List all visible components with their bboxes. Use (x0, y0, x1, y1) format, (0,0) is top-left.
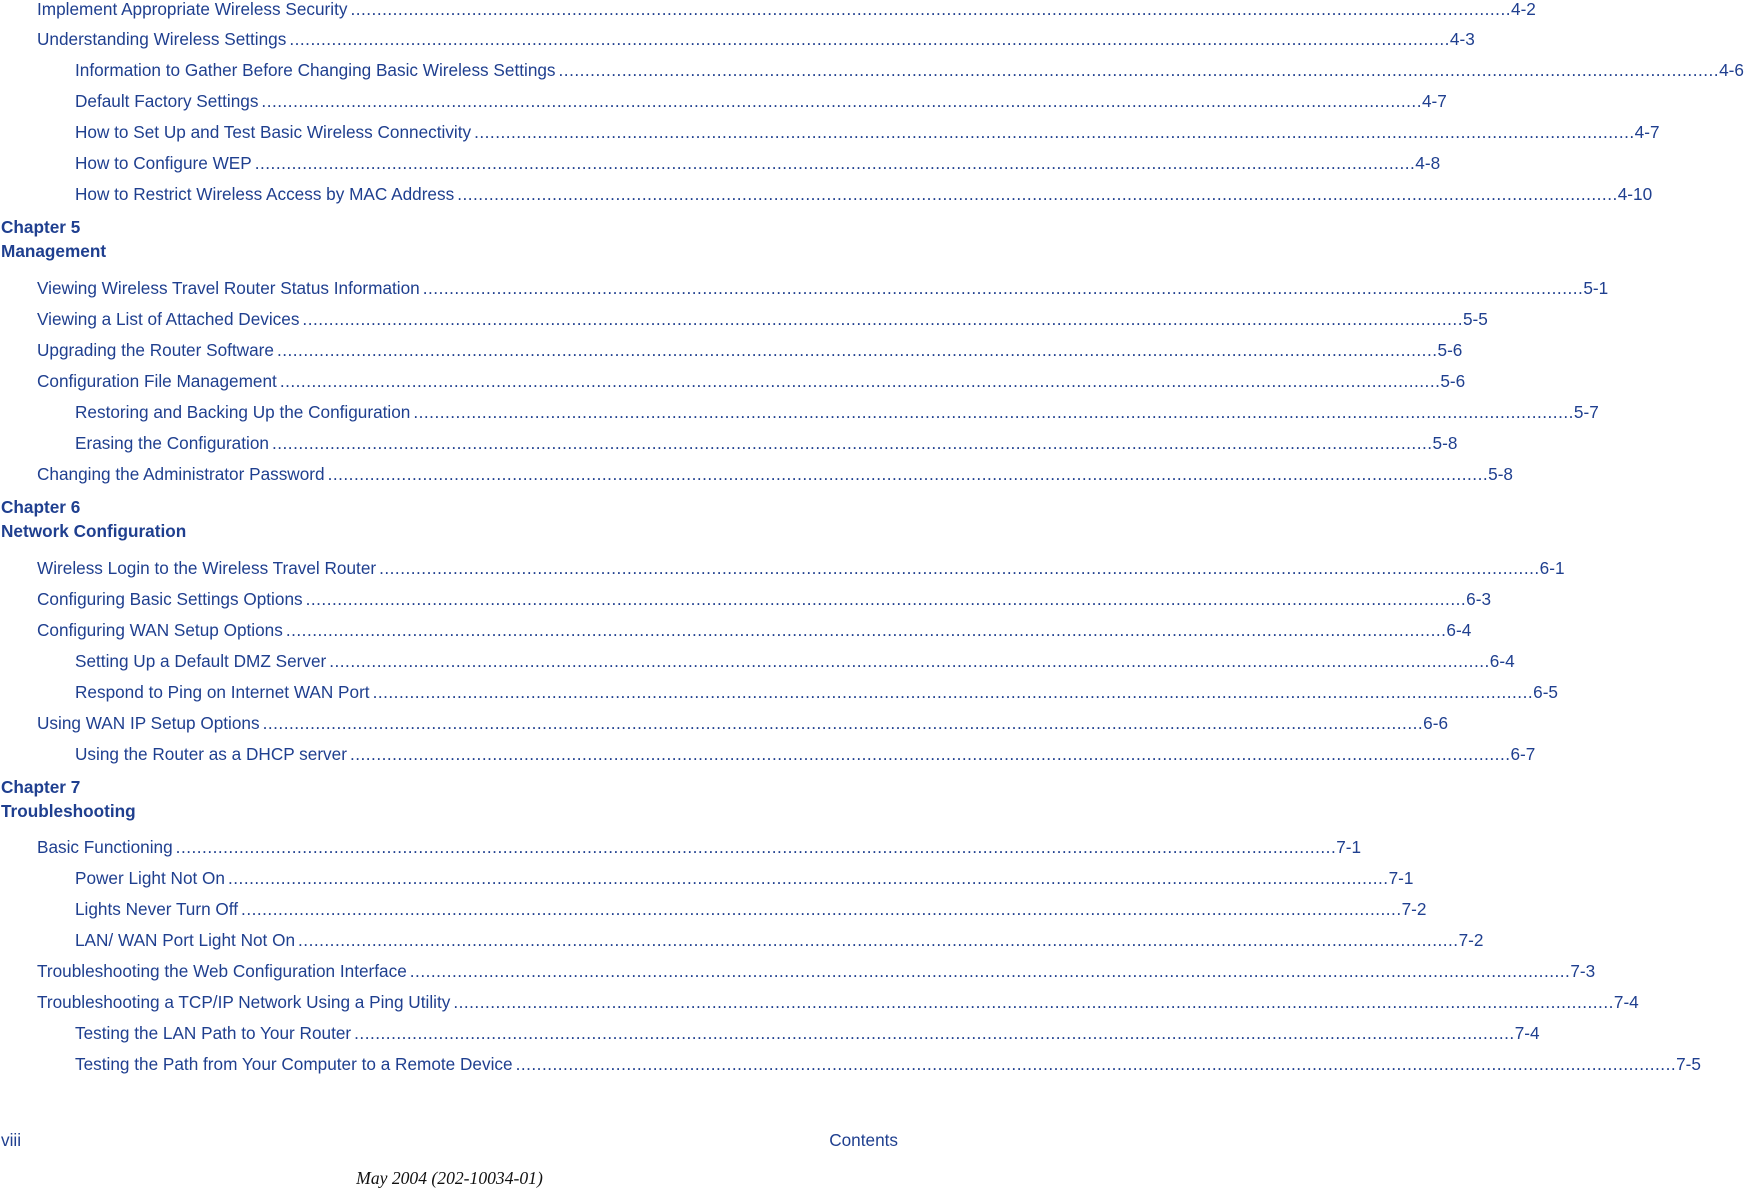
chapter-heading (1, 215, 106, 263)
chapter-name: Network Configuration (1, 521, 187, 541)
toc-entry-page: 6-4 (1489, 651, 1515, 671)
toc-entry-title: Upgrading the Router Software (37, 340, 274, 360)
footer-page-number: viii (1, 1130, 22, 1150)
leader-dots: ............................................................................................................................................................................................................................ (302, 309, 1463, 329)
toc-entry-page: 5-8 (1488, 464, 1513, 484)
toc-entry-title: Restoring and Backing Up the Configuration (75, 402, 411, 422)
toc-entry[interactable] (75, 743, 1536, 765)
toc-entry-title: Configuring Basic Settings Options (37, 589, 303, 609)
toc-entry-title: Troubleshooting a TCP/IP Network Using a Ping Utility (37, 992, 451, 1012)
chapter-name: Management (1, 241, 107, 261)
toc-entry-title: Testing the LAN Path to Your Router (75, 1023, 352, 1043)
chapter-label: Chapter 5 (1, 217, 81, 237)
leader-dots: ............................................................................................................................................................................................................................ (457, 184, 1618, 204)
toc-entry-page: 5-6 (1440, 371, 1466, 391)
toc-entry-page: 6-6 (1423, 713, 1448, 733)
leader-dots: ............................................................................................................................................................................................................................ (262, 713, 1424, 733)
leader-dots: ............................................................................................................................................................................................................................ (453, 992, 1614, 1012)
toc-entry-title: Erasing the Configuration (75, 433, 269, 453)
toc-entry-title: Viewing a List of Attached Devices (37, 309, 300, 329)
toc-entry-page: 7-4 (1613, 992, 1639, 1012)
toc-entry[interactable] (37, 557, 1565, 579)
toc-entry-title: Testing the Path from Your Computer to a Remote Device (75, 1054, 513, 1074)
leader-dots: ............................................................................................................................................................................................................................ (349, 744, 1511, 764)
leader-dots: ............................................................................................................................................................................................................................ (422, 278, 1584, 298)
toc-entry-title: Troubleshooting the Web Configuration Interface (37, 961, 407, 981)
footer-section-title: Contents (829, 1130, 898, 1150)
toc-entry-page: 5-5 (1462, 309, 1488, 329)
chapter-name: Troubleshooting (1, 801, 136, 821)
toc-entry-title: How to Restrict Wireless Access by MAC Address (75, 184, 455, 204)
leader-dots: ............................................................................................................................................................................................................................ (254, 153, 1416, 173)
toc-entry[interactable] (37, 619, 1472, 641)
toc-entry[interactable] (37, 712, 1448, 734)
toc-entry-title: Wireless Login to the Wireless Travel Router (37, 558, 377, 578)
toc-entry-title: LAN/ WAN Port Light Not On (75, 930, 296, 950)
toc-entry-page: 7-3 (1570, 961, 1596, 981)
leader-dots: ............................................................................................................................................................................................................................ (372, 682, 1534, 702)
toc-entry-title: Implement Appropriate Wireless Security (37, 0, 348, 19)
leader-dots: ............................................................................................................................................................................................................................ (298, 930, 1459, 950)
leader-dots: ............................................................................................................................................................................................................................ (350, 0, 1512, 19)
toc-entry-page: 4-7 (1634, 122, 1660, 142)
toc-entry-title: Setting Up a Default DMZ Server (75, 651, 327, 671)
toc-entry-page: 7-2 (1401, 899, 1427, 919)
toc-entry-title: Power Light Not On (75, 868, 225, 888)
leader-dots: ............................................................................................................................................................................................................................ (474, 122, 1635, 142)
toc-entry[interactable] (37, 308, 1488, 330)
toc-entry[interactable] (37, 836, 1362, 858)
toc-entry[interactable] (37, 960, 1596, 982)
toc-entry-title: Default Factory Settings (75, 91, 259, 111)
toc-entry-page: 6-5 (1533, 682, 1558, 702)
toc-entry-page: 7-2 (1458, 930, 1484, 950)
toc-entry-title: Information to Gather Before Changing Basic Wireless Settings (75, 60, 556, 80)
toc-entry-title: Changing the Administrator Password (37, 464, 325, 484)
toc-entry[interactable] (75, 432, 1458, 454)
leader-dots: ............................................................................................................................................................................................................................ (276, 340, 1438, 360)
footer-date: May 2004 (202-10034-01) (356, 1168, 543, 1188)
toc-entry-title: Using WAN IP Setup Options (37, 713, 260, 733)
toc-entry[interactable] (75, 1053, 1701, 1075)
toc-entry-title: Lights Never Turn Off (75, 899, 239, 919)
toc-entry[interactable] (37, 463, 1513, 485)
chapter-heading (1, 495, 186, 543)
toc-entry-page: 4-8 (1415, 153, 1441, 173)
leader-dots: ............................................................................................................................................................................................................................ (305, 589, 1467, 609)
toc-entry-page: 5-7 (1573, 402, 1599, 422)
leader-dots: ............................................................................................................................................................................................................................ (379, 558, 1540, 578)
toc-entry[interactable] (75, 90, 1447, 112)
toc-entry-title: Basic Functioning (37, 837, 173, 857)
toc-entry[interactable] (37, 0, 1536, 20)
toc-entry[interactable] (37, 277, 1609, 299)
toc-entry-page: 6-3 (1466, 589, 1491, 609)
leader-dots: ............................................................................................................................................................................................................................ (354, 1023, 1515, 1043)
toc-entry[interactable] (75, 183, 1653, 205)
leader-dots: ............................................................................................................................................................................................................................ (327, 464, 1489, 484)
toc-entry-page: 6-4 (1446, 620, 1472, 640)
toc-entry-page: 6-7 (1510, 744, 1536, 764)
toc-entry-page: 4-2 (1511, 0, 1536, 19)
toc-entry[interactable] (75, 898, 1427, 920)
toc-entry[interactable] (37, 339, 1463, 361)
toc-entry-title: Understanding Wireless Settings (37, 29, 287, 49)
leader-dots: ............................................................................................................................................................................................................................ (175, 837, 1337, 857)
leader-dots: ............................................................................................................................................................................................................................ (413, 402, 1574, 422)
toc-entry-page: 4-10 (1617, 184, 1653, 204)
toc-entry-page: 7-1 (1336, 837, 1362, 857)
chapter-heading (1, 775, 136, 823)
toc-entry-title: Configuration File Management (37, 371, 277, 391)
toc-entry[interactable] (37, 370, 1466, 392)
toc-entry[interactable] (37, 991, 1639, 1013)
leader-dots: ............................................................................................................................................................................................................................ (329, 651, 1490, 671)
toc-entry-page: 4-6 (1719, 60, 1744, 80)
toc-entry-page: 5-1 (1583, 278, 1609, 298)
leader-dots: ............................................................................................................................................................................................................................ (271, 433, 1433, 453)
toc-entry-title: How to Set Up and Test Basic Wireless Connectivity (75, 122, 472, 142)
toc-entry-page: 7-1 (1388, 868, 1414, 888)
toc-entry[interactable] (75, 121, 1660, 143)
toc-entry-page: 5-8 (1432, 433, 1458, 453)
leader-dots: ............................................................................................................................................................................................................................ (409, 961, 1571, 981)
toc-entry-title: Viewing Wireless Travel Router Status Information (37, 278, 420, 298)
leader-dots: ............................................................................................................................................................................................................................ (279, 371, 1441, 391)
toc-entry[interactable] (75, 929, 1484, 951)
leader-dots: ............................................................................................................................................................................................................................ (289, 29, 1450, 49)
toc-entry[interactable] (75, 650, 1515, 672)
leader-dots: ............................................................................................................................................................................................................................ (285, 620, 1447, 640)
toc-entry-page: 6-1 (1539, 558, 1565, 578)
toc-entry-title: Respond to Ping on Internet WAN Port (75, 682, 370, 702)
toc-entry-page: 4-7 (1421, 91, 1447, 111)
leader-dots: ............................................................................................................................................................................................................................ (228, 868, 1389, 888)
toc-entry-page: 4-3 (1449, 29, 1475, 49)
chapter-label: Chapter 7 (1, 777, 81, 797)
toc-entry[interactable] (75, 1022, 1540, 1044)
leader-dots: ............................................................................................................................................................................................................................ (558, 60, 1720, 80)
toc-entry-title: Configuring WAN Setup Options (37, 620, 283, 640)
toc-entry[interactable] (75, 59, 1744, 81)
toc-entry[interactable] (75, 681, 1558, 703)
toc-entry-page: 7-5 (1676, 1054, 1701, 1074)
toc-entry-page: 7-4 (1514, 1023, 1540, 1043)
chapter-label: Chapter 6 (1, 497, 81, 517)
leader-dots: ............................................................................................................................................................................................................................ (261, 91, 1422, 111)
toc-entry-page: 5-6 (1437, 340, 1463, 360)
toc-entry[interactable] (37, 28, 1475, 50)
leader-dots: ............................................................................................................................................................................................................................ (515, 1054, 1677, 1074)
toc-entry[interactable] (75, 867, 1414, 889)
toc-entry[interactable] (75, 152, 1441, 174)
leader-dots: ............................................................................................................................................................................................................................ (241, 899, 1402, 919)
toc-entry[interactable] (37, 588, 1491, 610)
toc-entry-title: How to Configure WEP (75, 153, 252, 173)
toc-entry-title: Using the Router as a DHCP server (75, 744, 347, 764)
toc-entry[interactable] (75, 401, 1599, 423)
